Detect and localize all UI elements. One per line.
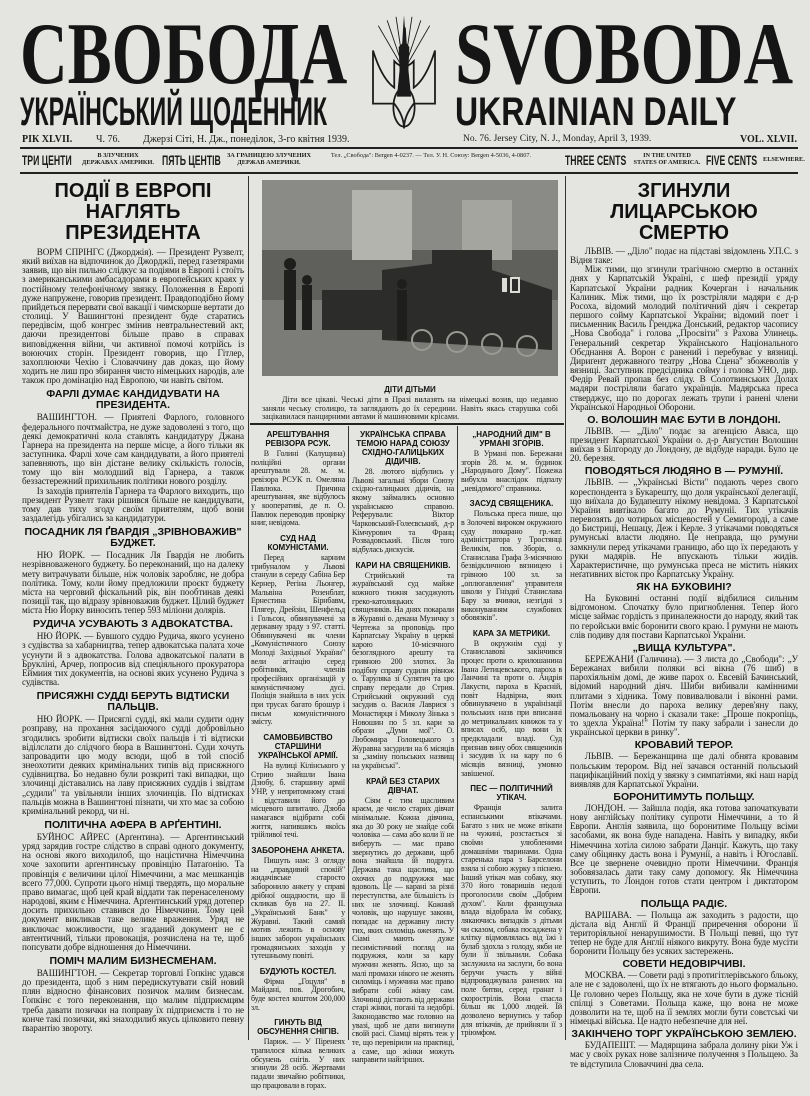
article-headline: ПРИСЯЖНІ СУДДІ БЕРУТЬ ВІДТИСКИ ПАЛЬЦІВ. — [36, 690, 230, 714]
middle-column-c — [461, 428, 562, 1044]
article-paragraph: ВАШИНГТОН. — Секретар торговлі Гопкінс удався до президента, щоб з ним передискутувати свій новий плян відносно фінансових позичок малим бизнесам. Гопкінс є того переконання, що малим підприємцям треба давати позички на поправу їх підприємств і то не конче такі позички, які знаходилиб якусь цілковито певну ґварантію звороту. — [22, 968, 244, 1033]
article-paragraph: МОСКВА. — Совети раді з протигітлерівського бльоку, але не є задоволені, що їх не втягають до нього формально. Це головно через Польщу, яка не хоче бути в дуже тісній спілці з Советами. Польща каже, що вона не може дозволити на те, щоб на її землях могли бути совєтські чи німецькі війська. Це надто небезпечне для неї. — [570, 970, 799, 1027]
article-paragraph: БУЙНОС АЙРЕС (Арґентина). — Арґентинський уряд зарядив гостре слідство в справі одного документу, на основі якого виходилоб, що націстична Німеччина хоче захопити арґентинську провінцію Патаґонію. Та провінція є величини цілої Німеччини, а має мешканців всего 77,000. Супроти цього німці твердять, що моральне право вимагає, щоб цей край віддати так перенаселеному народові, яким є Німеччина. Арґентинський уряд дотепер досить прихильно ставився до Німеччини. Тому цей документ викликав таке велике враження. Уряд не виключає можливости, що згаданий документ не є автентичний, тільки провокація, розчислена на те, щоб попсувати добре відношення до Німеччини. — [22, 831, 244, 952]
photo-caption-title: ДІТИ ДІТЬМИ — [384, 385, 436, 394]
masthead-title-cyrillic: СВОБОДА — [20, 6, 348, 103]
news-article — [570, 181, 798, 412]
article-headline: КРОВАВИЙ ТЕРОР. — [634, 739, 734, 752]
news-article — [22, 181, 244, 385]
right-column — [570, 178, 798, 1070]
article-paragraph: Польська преса пише, що в Золочеві вироком окружного суду покарано гр.-кат. адміністратора у Тростянці Великім, пов. Зборів, о. Станислава Графа 3-місячною безвідкличною вязницею і грівною 100 зл. за „оплюгавлення" управителя школи у Гніздиї Станислава Бару за вчинки, незгідні з виконуванням службових обовязків". — [461, 509, 562, 623]
masthead-subtitle-cyrillic: УКРАЇНСЬКИЙ ЩОДЕННИК — [20, 90, 328, 134]
article-headline: ПОМІЧ МАЛИМ БИЗНЕСМЕНАМ. — [49, 955, 217, 967]
article-headline: О. ВОЛОШИН МАЄ БУТИ В ЛОНДОНІ. — [587, 413, 781, 426]
news-article — [461, 430, 562, 493]
article-headline: КАРИ НА СВЯЩЕНИКІВ. — [355, 560, 451, 570]
left-column — [22, 178, 244, 1036]
article-headline: САМОВБИВСТВО СТАРШИНИ УКРАЇНСЬКОЇ АРМІЇ. — [258, 733, 338, 761]
masthead-subtitle-latin: UKRAINIAN DAILY — [455, 90, 737, 134]
news-article — [251, 846, 345, 961]
article-paragraph: НЮ ЙОРК. — Посадник Ля Ґвардія не любить незрівноваженого буджету. Бо переконаний, що на далеку мету витрачувати більше, ніж чоловік заробляє, не добра політика. Тому, коли йому предложили проєкт буджету міста на черговий фіскальний рік, він пообтинав деякі позиції так, що відразу зрівноважив буджет. Цілий буджет міста Ню Йорку виносить тепер 593 міліони долярів. — [22, 550, 244, 616]
dateline-cyrillic: Джерзі Сіті, Н. Дж., понеділок, 3-го квітня 1939. — [143, 134, 350, 145]
article-paragraph: ЛЬВІВ. — „Діло" подає за агенцією Аваса, що президент Карпатської України о. д-р Августин Волошин виїхав з Білгороду до Лондону, де відбуде наради. Було це 20. березня. — [570, 425, 798, 464]
article-headline: ЗАБОРОНЕНА АНКЕТА. — [251, 845, 345, 855]
dateline-latin: No. 76. Jersey City, N. J., Monday, April 3, 1939. — [463, 134, 652, 144]
trident-liberty-emblem-icon — [363, 8, 445, 132]
article-paragraph: Франція залита еспанськими втікачами. Багато з них не може втікати на чужині, розстається зі своїми улюбленими домашніми тваринами. Одна старенька пара з Барселони взяла зі собою журку з піснею. Інший утікач мав собаку, яку 370 його товаришів недолі проголосили своїм „Добрим духом". Коли французька влада відобрала їм собаку, лякаючись випадків з дітьми чи сказом, собака посаджена у клітку відмовлялась від їжі і булаб здохла з голоду, якби не були її звільнили. Собака заслужила на заслуги, бо вона беручи участь у війні відпроваджувала ранених на поле битви, серед гранат і скорострілів. Вона спасла більш як 1,000 людей. Їй дозволено вернутись у табор для втікачів, де прийняли її з тріюмфом. — [461, 803, 562, 1038]
article-paragraph: БУДАПЕШТ. — Мадярщина забрала долину ріки Уж і має у своїх руках нове залізниче получення з Польщею. За те відступила Словаччині два села. — [570, 1040, 798, 1069]
news-article — [22, 820, 244, 952]
news-article — [570, 466, 798, 579]
news-article — [251, 733, 345, 840]
article-paragraph: В окружнім суді у Станиславові закінчився процес проти о. крилошанина Івана Летицевського, пароха в Ланчині та проти о. Андрія Лакусти, пароха в Красній, повіт Надвірна, яких обвинувачено в українізації польських назв при вписанні до метрикальних книжок та у вписах осіб, що вони їх предкладали владі. Суд признав вину обох священиків і засудив їх на кару по 6 місяців вязниці, умовно завішеної. — [461, 638, 562, 778]
article-paragraph: ВОРМ СПРІНГС (Джорджія). — Президент Рузвелт, який виїхав на відпочинок до Джорджії, перед газетярами заявив, що він пильно слідкує за подіями в Европі і стоїть з американськими амбасадорами в европейських краях у постійному телефонічному звязку. Положення в Европі дуже напружене, говорив президент. Правдоподібно йому прийдеться перервати свої вакації і чимскорше вертати до столиці. У Вашингтоні президент буде старатись передівсім, щоб конгрес змінив невтральнестевий акт, даючи президентові більше право в справах виповідження війни, чи активної помочі котрійсь із воюючих сторін. Президент говорив, що Гітлер, захоплюючи Чехію і Словаччину дав доказ, що йому ходить не лиш про збирання чисто німецьких народів, але також про домінацію над Европою, чи навіть світом. — [22, 247, 245, 386]
article-headline: ПЕС — ПОЛІТИЧНИЙ УТІКАЧ. — [470, 784, 553, 803]
news-article — [22, 691, 244, 816]
article-headline: „ВИЩА КУЛЬТУРА". — [632, 641, 736, 654]
column-divider — [348, 426, 349, 1040]
article-paragraph: НЮ ЙОРК. — Бувшого суддю Рудича, якого усунено з судівства за хабарництва, тепер адвокатська палата хоче усунути й з адвокатства. Голова адвокатської палати в Брукліні, Арчер, попросив від спеціяльного прокуратора Еймиия тих документів, на основі яких усунено Рудича з судівства. — [22, 631, 244, 688]
news-article — [461, 784, 562, 1038]
article-paragraph: БЕРЕЖАНИ (Галичина). — З листа до „Свободи": „У Бережанах вибили поляки всі вікна (76 шиб) в парохіяльнім домі, де живе парох о. Евсевій Бачинський, відомий народний діяч. Шиби вибивали камінними плитами з хідника. Тому повивалювали і віконні рами. Потім внесли до пароха велику дерев'яну паку, помальовану на чорно і сказали таке: „Проше покропіць, то здехла Україна!" Потім ту паку забрали і занесли до української церкви в ринку". — [570, 653, 798, 738]
price-three-cents-latin: THREE CENTS — [565, 152, 627, 168]
news-article — [570, 643, 798, 737]
price-bar-rule — [20, 172, 798, 174]
article-paragraph: 28. лютого відбулись у Львові загальні збори Союзу східно-галицьких дідичів, на якому займались основно українською справою. Реферували: Віктор Чарковський-Голеєвський, д-р Кімчурович та Франц Розвадовський. Після того відбулась дискусія. — [352, 467, 454, 554]
news-article — [22, 619, 244, 687]
news-article — [461, 499, 562, 623]
article-paragraph: ВАШИНГТОН. — Приятелі Фарлого, головного федерального почтмайстра, не дуже задоволені з того, що деякі демократичні кола ставлять кандидатуру Джана Гарнера на президента на перше місце, а його тільки як заступника. Фарлі хоче сам кандидувати, а його приятелі запевняють, що він дістане велику скількість голосів, тому що він молодший від Гарнера, а також беззастережний прихильник політики нового розділу. — [22, 412, 244, 487]
article-paragraph: Між тими, що згинули трагічною смертю в останніх днях у Карпатській Україні, є шеф президії уряду Карпатської України радник Кочерган і начальник Калиник. Між тими, що їх розстріляли мадяри є д-р Росоха, відомий молодий політичний діяч і секретар першого сойму Карпатської України; відомий поет і письменник Василь Гренджа Донський, редактор часопису „Нова Свобода" і голова „Просвіти" з Рахова Улинець. Генеральний секретар Українського Національного Обєднання А. Ворон є ранений і перебуває у вязниці. Дириґент державного театру „Нова Сцена" збожеволів у вязниці. Заступник предсідника сойму і голова УНО, дир. Федір Ревай пропав без сліду. В Солотвинських Долах мадяри постріляли багато українців. Мадярська преса стверджує, що по дорогах лежать трупи і ранені члени Української Народньої Оборони. — [570, 264, 798, 412]
year-cyrillic: РІК XLVII. — [22, 134, 73, 145]
news-article — [570, 582, 798, 640]
article-paragraph: ЛЬВІВ. — Бережанщина ще далі обнята кровавим польським терором. Від неї зачався останній польський пацифікаційний похід у звязку з симпатіями, які наш нарід виявляв для Карпатської України. — [570, 751, 798, 789]
price-abroad-cyrillic: ЗА ГРАНИЦЕЮ ЗЛУЧЕНИХ ДЕРЖАВ АМЕРИКИ. — [226, 152, 312, 166]
middle-column-b — [352, 428, 454, 1071]
article-headline: ПОЛІТИЧНА АФЕРА В АРҐЕНТИНІ. — [44, 818, 222, 831]
masthead-title-latin: SVOBODA — [455, 6, 794, 103]
article-paragraph: В Урмані пов. Бережани згорів 28. м. м. будинок „Народнього Дому". Пожежа вибухла внаслідок підпалу „невідомого" справника. — [461, 449, 562, 493]
price-in-us-cyrillic: В ЗЛУЧЕНИХ ДЕРЖАВАХ АМЕРИКИ. — [82, 152, 154, 166]
news-article — [570, 959, 798, 1026]
news-article — [22, 956, 244, 1033]
price-three-cents-cyrillic: ТРИ ЦЕНТИ — [22, 152, 72, 168]
article-headline: БУДУЮТЬ КОСТЕЛ. — [259, 966, 337, 976]
article-headline: ФАРЛІ ДУМАЄ КАНДИДУВАТИ НА ПРЕЗИДЕНТА. — [46, 388, 220, 412]
price-in-us-latin: IN THE UNITED STATES OF AMERICA. — [633, 152, 701, 166]
column-divider — [248, 176, 249, 1040]
issue-number-cyrillic: Ч. 76. — [96, 134, 120, 145]
photo-caption-text: Діти все цікаві. Чеські діти в Празі вилазять на німецькі возив, що недавно заняли чеську столицю, та заглядають до їх середини. Навіть якась старушка собі зацікавилася панцирними автами й машиновими крісами. — [262, 395, 558, 422]
news-article — [251, 534, 345, 727]
news-article — [22, 527, 244, 615]
news-article — [251, 1018, 345, 1090]
article-headline: УКРАЇНСЬКА СПРАВА ТЕМОЮ НАРАД СОЮЗУ СХІДНО-ГАЛИЦЬКИХ ДІДИЧІВ. — [356, 430, 450, 466]
article-headline: КРАЙ БЕЗ СТАРИХ ДІВЧАТ. — [366, 776, 440, 795]
article-headline: КАРА ЗА МЕТРИКИ. — [472, 628, 551, 638]
article-headline: „НАРОДНИЙ ДІМ" В УРМАНІ ЗГОРІВ. — [472, 430, 551, 448]
news-article — [570, 899, 798, 957]
article-paragraph: Стрийський та жураївський суд майже кожного тижня засуджують греко-католицьких священиків. На днях покарали в Журавні о. декана Музичку з Чертежа за проповідь про Карпатську Україну в церкві карою 10-місячного безоглядного арешту та гривною 200 злотих. За подібну справу судили рівнож о. Таруляка зі Сулятич та цю справу передали до Стрия. Стрийський окружний суд засудив о. Василя Лаврися з Монастирця і Миколу Зінька з Новошин по 5 зл. кари за образи „Думи мої". О. Любомира Головецького з Журавна засудили на 6 місяців за „заміну польських назвищ на українські". — [352, 570, 454, 770]
news-article — [352, 561, 454, 771]
column-divider — [457, 426, 458, 1040]
article-headline: БОРОНИТИМУТЬ ПОЛЬЩУ. — [613, 790, 755, 803]
article-headline: ПОВОДЯТЬСЯ ЛЮДЯНО В — РУМУНІЇ. — [584, 465, 784, 478]
article-paragraph: В Голині (Калущина) поліційні органи арештували 28. м. м. ревізора РСУК п. Омеляна Павлюка. Причина арештування, яке відбулось у кооперативі, де п. О. Павлюк переводив провірку книг, невідома. — [251, 449, 345, 528]
news-article — [352, 777, 454, 1065]
article-paragraph: Пишуть нам: З огляду на „правдивий спокій" жидачівське старосто заборонило анкету у справі дрібної ощадности, що її скликав був на 27. II. „Український Банк" у Журавні. Такий самий мотив лежить в основу інших заборон українських громадянських заходів у тутешньому повіті. — [251, 855, 345, 961]
article-headline: АРЕШТУВАННЯ РЕВІЗОРА РСУК. — [265, 430, 331, 448]
article-paragraph: ЛЬВІВ. — „Українські Вісти" подають через свого кореспондента з Букарешту, що доля української делегації, що виїхала до Будапешту нікому невідома. З Карпатської України вивтікало багато до Румунії. Тих утікачів перевозять до чотирьох місцевостей у Семигороді, а саме до Бистриці, Нешацу, Деж і Керле. З утікачами поводяться румунські власти людяно. Це неправда, що румуни замкнули перед утікачами границю, або що їх передають у руки мадярів. Не впускають тільки жидів. Характеристичне, що румунська преса не містить ніяких неґативних вісток про Карпатську Україну. — [570, 477, 798, 579]
news-article — [570, 792, 798, 896]
article-paragraph: Фірма „Гоцуля" в Майдані, пов. Дрогобич, буде костел коштом 200,000 зл. — [251, 976, 345, 1012]
article-paragraph: Сіям є тим щасливим краєм, де число старих дівчат мінімальне. Кожна дівчина, яка до 30 року не знайде собі чоловіка — сама або коли її не виберуть — має право звернутись до держави, щоб вона знайшла їй подруга. Держава така щаслива, що охочих до подружжя має вдоволь. Це — карані за різні переступства, але більшість із них не злочинці. Кожний чоловік, що нарушує закони, попадає на державну листу тих, яких силоміць оженять. У Сіамі мають дуже песимістичний погляд на подружжя, коли за кару мужчин женять. Ясно, що за малі промахи нікого не женять силоміць і мужчина має право вибрати собі жінку сам. Злочинці дістають від держави старі жінки, погані та недобрі. Законодавство має головно на увазі, щоб не дати вигинути своїй расі. Сіамці вірять теж у те, що перевірили на практиці, а саме, що жінки можуть направити найгірших. — [352, 795, 454, 1065]
news-photo-children-and-tanks — [262, 180, 558, 376]
telephone-numbers: Тел. „Свобода": Bergen 4-0237. — Тел. У. Н. Союзу: Bergen 4-5036, 4-0807. — [330, 152, 532, 159]
photo-bottom-rule — [250, 423, 564, 425]
article-headline: РУДИЧА УСУВАЮТЬ З АДВОКАТСТВА. — [33, 618, 233, 631]
article-headline: ПОДІЇ В ЕВРОПІ НАГЛЯТЬ ПРЕЗИДЕНТА — [54, 180, 212, 244]
article-headline: ГИНУТЬ ВІД ОБСУНЕННЯ СНІГІВ. — [257, 1018, 339, 1037]
article-paragraph: На вулиці Кілінського у Стрию знайшли Івана Дзюбу, б. старшину армії УНР, у непритомному стані і відставили його до місцевого шпиталю. Дзюба намагався відібрати собі життя, напившись якоїсь трійливої течі. — [251, 761, 345, 840]
article-paragraph: На Буковині останні події відбилися сильним відгомоном. Спочатку було пригноблення. Тепер його місце займає гордість з приналежности до народу, який так по геройськи вміє боронити свого краю. І румуни не мають слів подиву для постави Карпатської України. — [570, 593, 798, 640]
article-paragraph: Париж. — У Піренеях трапилося кілька великих обсунень снігів. У них згинули 28 осіб. Жертвами падали звичайно робітники, що працювали в горах. — [251, 1037, 345, 1090]
masthead-rule — [20, 147, 798, 149]
news-article — [251, 967, 345, 1013]
article-headline: ЗАКІНЧЕНО ТОРГ УКРАЇНСЬКОЮ ЗЕМЛЕЮ. — [571, 1028, 797, 1041]
article-paragraph: ЛЬВІВ. — „Діло" подає на підставі звідомлень У.П.С. з Відня таке: — [570, 246, 798, 266]
price-five-cents-cyrillic: ПЯТЬ ЦЕНТІВ — [162, 152, 221, 168]
article-paragraph: ВАРШАВА. — Польща аж заходить з радости, що дістала від Англії й Франції приречення оборони її територіяльної ненарушимости. В Польщі певні, що тут тепер не буде для Англії ніякого викруту. Вона буде мусіти боронити Польщу без усяких застережень. — [570, 909, 798, 957]
price-elsewhere-latin: ELSEWHERE. — [763, 156, 805, 163]
news-article — [570, 1029, 798, 1068]
price-five-cents-latin: FIVE CENTS — [706, 152, 758, 168]
news-article — [251, 430, 345, 528]
article-headline: СУД НАД КОМУНІСТАМИ. — [267, 533, 329, 552]
article-paragraph: Із заходів приятелів Гарнера та Фарлого виходить, що президент Рузвелт таки рішився більше не кандидувати, тому дав тиху згоду своїм приятелям, щоб вони заздалегідь убігались за кандидатури. — [22, 485, 244, 524]
tank-photo-illustration — [262, 180, 558, 376]
news-article — [352, 430, 454, 555]
article-headline: ЗАСУД СВЯЩЕНИКА. — [469, 499, 554, 509]
article-headline: ПОЛЬЩА РАДІЄ. — [640, 897, 728, 910]
article-paragraph: НЮ ЙОРК. — Присяглі судді, які мали судити одну розправу, на прохання засідаючого судді добровільно згодились зробити відтиски своїх пальців і ті відтиски віділслати до слідчого бюра в Вашингтоні. Суди хочуть запровадити цю моду всюди, щоб в той спосіб знеохотити деяких кримінальних типів від присяжного судівництва. Бо недавно були розкриті такі випадки, що злочинці діставались на лаву присяжних суддів і звідтам „судили" та увільняли інших злочинців. По відтисках пальців можна в Вашингтоні пізнати, чи хто має за собою кримінальний рекорд, чи ні. — [22, 714, 244, 816]
article-headline: ЯК НА БУКОВИНІ? — [636, 581, 732, 594]
volume-latin: VOL. XLVII. — [740, 134, 797, 145]
news-article — [461, 629, 562, 779]
column-divider — [565, 176, 566, 1040]
news-article — [570, 415, 798, 464]
middle-column-a — [251, 428, 345, 1096]
article-headline: СОВЕТИ НЕДОВІРЧИВІ. — [622, 958, 746, 971]
article-paragraph: ЛОНДОН. — Зайшла подія, яка готова започаткувати нову англійську політику супроти Німеччини, а то й Европи. Англія заявила, що боронитиме Польщу всіми засобами, як вона буде нападена. Навіть у випадку, якби Німеччина хотіла силою забрати Данціґ. Кажуть, що таку саму обіцянку дасть вона і Румунії, а навіть і Югославії. Все це звернене очевидно проти Німеччини. Франція зобовязалась дати таку саму допомогу. Як Німеччина уступить, то Лондон готов стати центром і диктатором Европи. — [570, 802, 798, 896]
article-headline: ПОСАДНИК ЛЯ ҐВАРДІЯ „ЗРІВНОВАЖИВ" БУДЖЕТ. — [24, 526, 242, 550]
article-paragraph: Перед карним трибуналом у Львові станули в середу Сабіна Бер Кернер, Регіна Льонгер, Мальвіна Розенблат, Ернестина Бірнбавм, Плягер, Дрейзін, Шенфельд і Гольсон, обвинувачені за державну зраду з 97. статті. Обвинувачені як члени „Комуністичного Союзу Молоді Західньої України" вели агітацію серед робітників, членів професійних організацій у комуністичному дусі. Поліція знайшла в них усіх при трусах багато брошур і письм комуністичного змісту. — [251, 552, 345, 727]
news-article — [22, 389, 244, 523]
news-article — [570, 740, 798, 789]
article-headline: ЗГИНУЛИ ЛИЦАРСЬКОЮ СМЕРТЮ — [610, 180, 758, 244]
